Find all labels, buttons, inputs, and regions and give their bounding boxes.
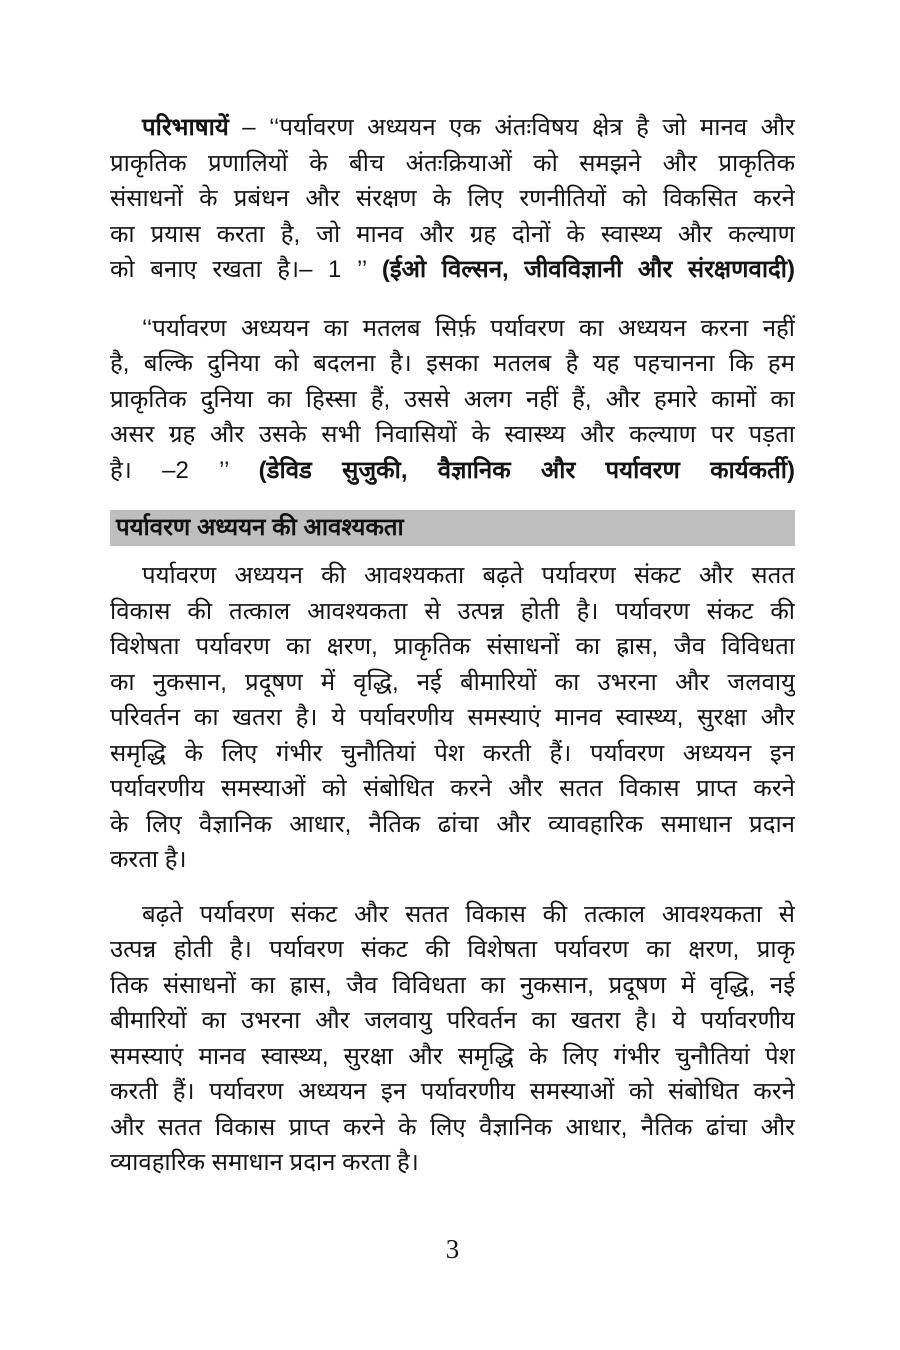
text-segment: प्राकृतिक प्रणालियों के बीच अंतःक्रियाओं को समझने और प्राकृतिक bbox=[110, 149, 795, 177]
text-segment: बढ़ते पर्यावरण संकट और सतत विकास की तत्काल आवश्यकता से bbox=[142, 900, 795, 928]
text-line bbox=[110, 382, 795, 418]
text-line bbox=[110, 346, 795, 382]
text-segment: विकास की तत्काल आवश्यकता से उत्पन्न होती है। पर्यावरण संकट की bbox=[110, 597, 795, 625]
text-segment: का नुकसान, प्रदूषण में वृद्धि, नई बीमारियों का उभरना और जलवायु bbox=[110, 668, 795, 696]
text-line bbox=[110, 558, 795, 594]
text-segment: है। –2 ’’ bbox=[110, 456, 259, 484]
text-line bbox=[110, 217, 795, 253]
text-segment: को बनाए रखता है।– 1 ’’ bbox=[110, 256, 382, 283]
text-line bbox=[110, 1074, 795, 1110]
text-line bbox=[110, 1110, 795, 1146]
text-segment: असर ग्रह और उसके सभी निवासियों के स्वास्थ्य और कल्याण पर पड़ता bbox=[110, 421, 795, 448]
text-line bbox=[110, 897, 795, 933]
text-line bbox=[110, 736, 795, 772]
text-segment: पर्यावरण अध्ययन की आवश्यकता बढ़ते पर्यावरण संकट और सतत bbox=[142, 562, 795, 589]
text-segment: और सतत विकास प्राप्त करने के लिए वैज्ञानिक आधार, नैतिक ढांचा और bbox=[110, 1113, 795, 1141]
bold-text-segment: (डेविड सुजुकी, वैज्ञानिक और पर्यावरण कार्यकर्ती) bbox=[258, 456, 795, 484]
text-line bbox=[110, 1039, 795, 1075]
text-segment: है, बल्कि दुनिया को बदलना है। इसका मतलब है यह पहचानना कि हम bbox=[110, 350, 795, 377]
bold-text-segment: (ईओ विल्सन, जीवविज्ञानी और संरक्षणवादी) bbox=[381, 256, 795, 283]
text-segment: उत्पन्न होती है। पर्यावरण संकट की विशेषता पर्यावरण का क्षरण, प्राकृ bbox=[110, 936, 795, 963]
text-line bbox=[110, 1003, 795, 1039]
text-segment: तिक संसाधनों का ह्रास, जैव विविधता का नुकसान, प्रदूषण में वृद्धि, नई bbox=[110, 971, 795, 999]
text-segment: बीमारियों का उभरना और जलवायु परिवर्तन का खतरा है। ये पर्यावरणीय bbox=[110, 1007, 795, 1034]
text-line bbox=[110, 453, 795, 489]
text-segment: करता है। bbox=[110, 846, 187, 873]
text-segment: समस्याएं मानव स्वास्थ्य, सुरक्षा और समृद्धि के लिए गंभीर चुनौतियां पेश bbox=[110, 1042, 795, 1070]
body-text bbox=[110, 110, 795, 1181]
text-line bbox=[110, 1145, 795, 1181]
text-line bbox=[110, 146, 795, 182]
text-line bbox=[110, 700, 795, 736]
text-segment: – ‘‘पर्यावरण अध्ययन एक अंतःविषय क्षेत्र है जो मानव और bbox=[228, 114, 795, 141]
text-line bbox=[110, 594, 795, 630]
text-segment: संसाधनों के प्रबंधन और संरक्षण के लिए रणनीतियों को विकसित करने bbox=[110, 185, 795, 212]
suzuki-quote-paragraph bbox=[110, 311, 795, 489]
text-line bbox=[110, 110, 795, 146]
text-segment: परिवर्तन का खतरा है। ये पर्यावरणीय समस्याएं मानव स्वास्थ्य, सुरक्षा और bbox=[110, 704, 795, 731]
text-segment: व्यावहारिक समाधान प्रदान करता है। bbox=[110, 1149, 419, 1176]
need-paragraph-1 bbox=[110, 558, 795, 878]
text-line bbox=[110, 807, 795, 843]
text-line bbox=[110, 968, 795, 1004]
bold-text-segment: परिभाषायें bbox=[142, 114, 229, 141]
text-segment: ‘‘पर्यावरण अध्ययन का मतलब सिर्फ़ पर्यावरण का अध्ययन करना नहीं bbox=[142, 314, 795, 342]
text-line bbox=[110, 842, 795, 878]
text-line bbox=[110, 629, 795, 665]
section-heading: पर्यावरण अध्ययन की आवश्यकता bbox=[110, 510, 795, 546]
definitions-paragraph bbox=[110, 110, 795, 288]
text-segment: करती हैं। पर्यावरण अध्ययन इन पर्यावरणीय समस्याओं को संबोधित करने bbox=[110, 1078, 795, 1105]
text-segment: प्राकृतिक दुनिया का हिस्सा हैं, उससे अलग नहीं हैं, और हमारे कामों का bbox=[110, 385, 795, 413]
text-segment: समृद्धि के लिए गंभीर चुनौतियां पेश करती हैं। पर्यावरण अध्ययन इन bbox=[110, 739, 795, 767]
text-segment: का प्रयास करता है, जो मानव और ग्रह दोनों के स्वास्थ्य और कल्याण bbox=[110, 220, 795, 248]
text-line bbox=[110, 252, 795, 288]
text-segment: विशेषता पर्यावरण का क्षरण, प्राकृतिक संसाधनों का ह्रास, जैव विविधता bbox=[110, 633, 795, 660]
text-line bbox=[110, 932, 795, 968]
text-line bbox=[110, 665, 795, 701]
text-segment: पर्यावरणीय समस्याओं को संबोधित करने और सतत विकास प्राप्त करने bbox=[110, 775, 795, 802]
text-line bbox=[110, 771, 795, 807]
text-line bbox=[110, 181, 795, 217]
page-number: 3 bbox=[445, 1234, 460, 1264]
text-line bbox=[110, 311, 795, 347]
text-line bbox=[110, 417, 795, 453]
text-segment: के लिए वैज्ञानिक आधार, नैतिक ढांचा और व्यावहारिक समाधान प्रदान bbox=[110, 810, 795, 838]
need-paragraph-2 bbox=[110, 897, 795, 1181]
